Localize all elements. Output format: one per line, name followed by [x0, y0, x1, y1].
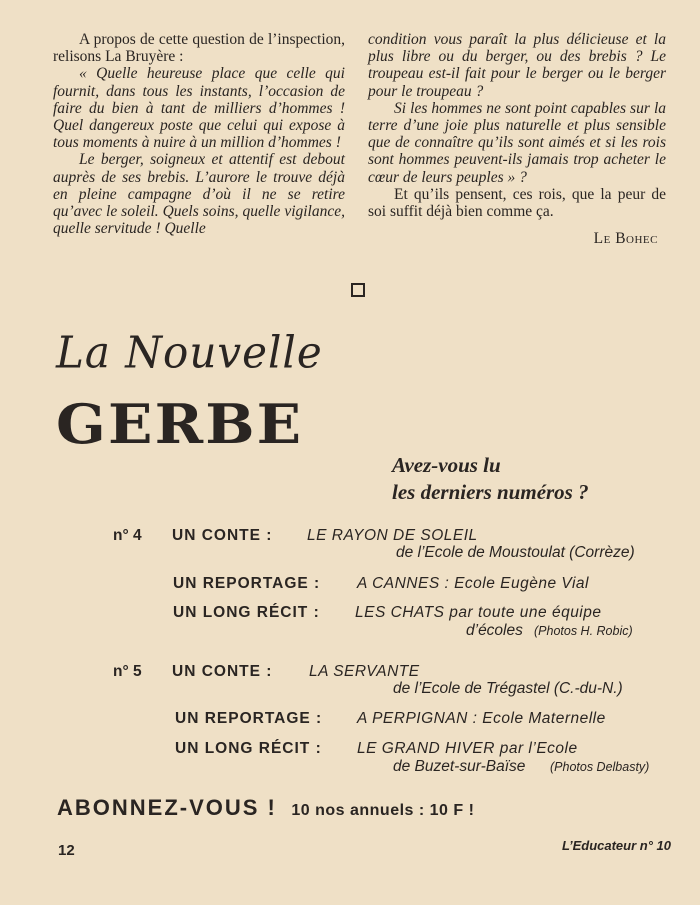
- item-source: de l’Ecole de Moustoulat (Corrèze): [396, 544, 635, 561]
- article-paragraph: Le berger, soigneux et attentif est debout auprès de ses brebis. L’aurore le trouve déjà en pleine campagne d’où il ne se retire qu’avec le soleil. Quels soins, quelle vigilance, quelle servitude ! Quelle: [53, 151, 345, 238]
- issue-number: n° 4: [113, 527, 142, 544]
- subscribe-detail: 10 nos annuels : 10 F !: [291, 802, 475, 819]
- article-paragraph: condition vous paraît la plus délicieuse et la plus libre ou du berger, ou des brebis ? Le troupeau est-il fait pour le berger ou le berger pour le troupeau ?: [368, 31, 666, 100]
- item-title: LA SERVANTE: [309, 663, 420, 680]
- item-source: de Buzet-sur-Baïse: [393, 758, 526, 775]
- item-title: A PERPIGNAN : Ecole Maternelle: [357, 710, 606, 727]
- article-paragraph: « Quelle heureuse place que celle qui fournit, dans tous les instants, l’occasion de faire du bien à tant de milliers d’hommes ! Quel dangereux poste que celui qui expose à tous moments à nuire à un million d’hommes !: [53, 65, 345, 152]
- article-paragraph: A propos de cette question de l’inspection, relisons La Bruyère :: [53, 31, 345, 66]
- item-label: UN CONTE :: [172, 527, 273, 544]
- item-title: LES CHATS par toute une équipe: [355, 604, 602, 621]
- article-right-column: [368, 31, 666, 247]
- journal-issue: L’Educateur n° 10: [562, 838, 671, 853]
- item-title: A CANNES : Ecole Eugène Vial: [357, 575, 589, 592]
- subscribe-headline: ABONNEZ-VOUS !: [57, 795, 277, 820]
- item-label: UN REPORTAGE :: [175, 710, 323, 727]
- item-title: LE GRAND HIVER par l’Ecole: [357, 740, 578, 757]
- subscribe-banner: [57, 795, 474, 821]
- item-credit: (Photos H. Robic): [534, 624, 633, 638]
- logo-script-text: La Nouvelle: [56, 326, 323, 379]
- article-left-column: [53, 31, 345, 237]
- logo-title: GERBE: [56, 392, 304, 456]
- promo-heading: [392, 452, 589, 506]
- article-paragraph: Et qu’ils pensent, ces rois, que la peur de soi suffit déjà bien comme ça.: [368, 185, 666, 221]
- article-paragraph: Si les hommes ne sont point capables sur la terre d’une joie plus naturelle et plus sensible que de connaître qu’ils sont aimés et si les rois sont hommes peuvent-ils jamais trop acheter le cœur de leurs peuples » ?: [368, 99, 666, 186]
- section-separator-icon: [351, 283, 365, 297]
- item-label: UN LONG RÉCIT :: [175, 740, 322, 757]
- item-title: LE RAYON DE SOLEIL: [307, 527, 478, 544]
- issue-number: n° 5: [113, 663, 142, 680]
- item-credit: (Photos Delbasty): [550, 760, 650, 774]
- promo-line-2: les derniers numéros ?: [392, 480, 589, 504]
- item-label: UN LONG RÉCIT :: [173, 604, 320, 621]
- item-label: UN CONTE :: [172, 663, 273, 680]
- article-signature: Le Bohec: [593, 230, 658, 248]
- item-source: d’écoles: [466, 622, 523, 639]
- promo-line-1: Avez-vous lu: [392, 453, 501, 477]
- item-label: UN REPORTAGE :: [173, 575, 321, 592]
- item-source: de l’Ecole de Trégastel (C.-du-N.): [393, 680, 623, 697]
- page-number: 12: [58, 842, 75, 859]
